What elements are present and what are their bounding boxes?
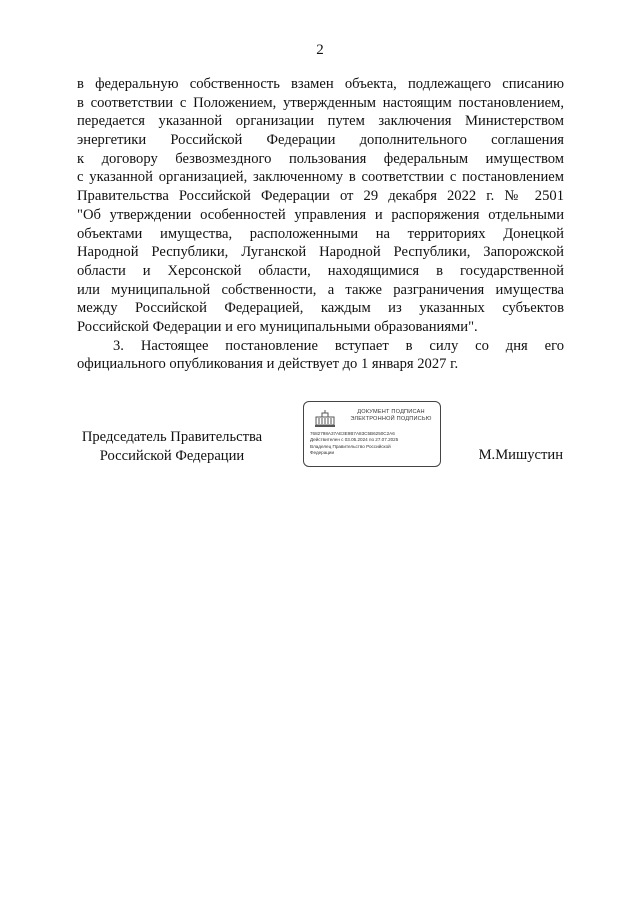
body-line: с указанной организацией, заключенному в соответствии с постановлением	[77, 169, 564, 186]
clause-3-line: 3. Настоящее постановление вступает в силу со дня его	[113, 337, 564, 354]
signatory-title-line: Председатель Правительства	[81, 429, 263, 445]
electronic-signature-stamp	[303, 401, 441, 467]
body-line: в соответствии с Положением, утвержденным настоящим постановлением,	[77, 94, 564, 111]
stamp-title-line: ЭЛЕКТРОННОЙ ПОДПИСЬЮ	[350, 416, 432, 422]
body-line: между Российской Федерацией, каждым из указанных субъектов	[77, 300, 564, 317]
stamp-certificate: 7682798A37AE3E9B7A83C5B6250C2A6	[310, 431, 395, 436]
body-line: Правительства Российской Федерации от 29 декабря 2022 г. № 2501	[77, 188, 564, 205]
body-line: "Об утверждении особенностей управления и распоряжения отдельными	[77, 206, 564, 223]
stamp-validity: Действителен с 03.05.2024 по 27.07.2025	[310, 437, 399, 443]
signatory-title-line: Российской Федерации	[99, 447, 245, 464]
signatory-name: М.Мишустин	[478, 447, 563, 463]
body-line: Российской Федерации и его муниципальными образованиями".	[77, 318, 478, 335]
stamp-owner: Владелец Правительство Российской	[310, 443, 391, 449]
body-line: к договору безвозмездного пользования федеральным имуществом	[77, 150, 564, 167]
stamp-info	[310, 431, 438, 457]
building-emblem-icon	[314, 410, 336, 428]
document-body	[77, 75, 564, 374]
signatory-title	[77, 428, 267, 465]
stamp-title-line: ДОКУМЕНТ ПОДПИСАН	[357, 409, 425, 415]
clause-3-line: официального опубликования и действует до 1 января 2027 г.	[77, 356, 459, 373]
stamp-title	[344, 409, 438, 423]
body-line: в федеральную собственность взамен объекта, подлежащего списанию	[77, 76, 564, 92]
body-line: энергетики Российской Федерации дополнительного соглашения	[77, 132, 564, 149]
stamp-owner: Федерации	[310, 450, 335, 456]
body-line: области и Херсонской области, находящимися в государственной	[77, 262, 564, 279]
body-line: объектами имущества, расположенными на территориях Донецкой	[77, 225, 564, 242]
body-line: Народной Республики, Луганской Народной Республики, Запорожской	[77, 244, 564, 261]
page-number: 2	[316, 42, 324, 58]
body-line: передается указанной организации путем заключения Министерством	[77, 113, 564, 130]
body-line: или муниципальной собственности, а также разграничения имущества	[77, 281, 564, 298]
